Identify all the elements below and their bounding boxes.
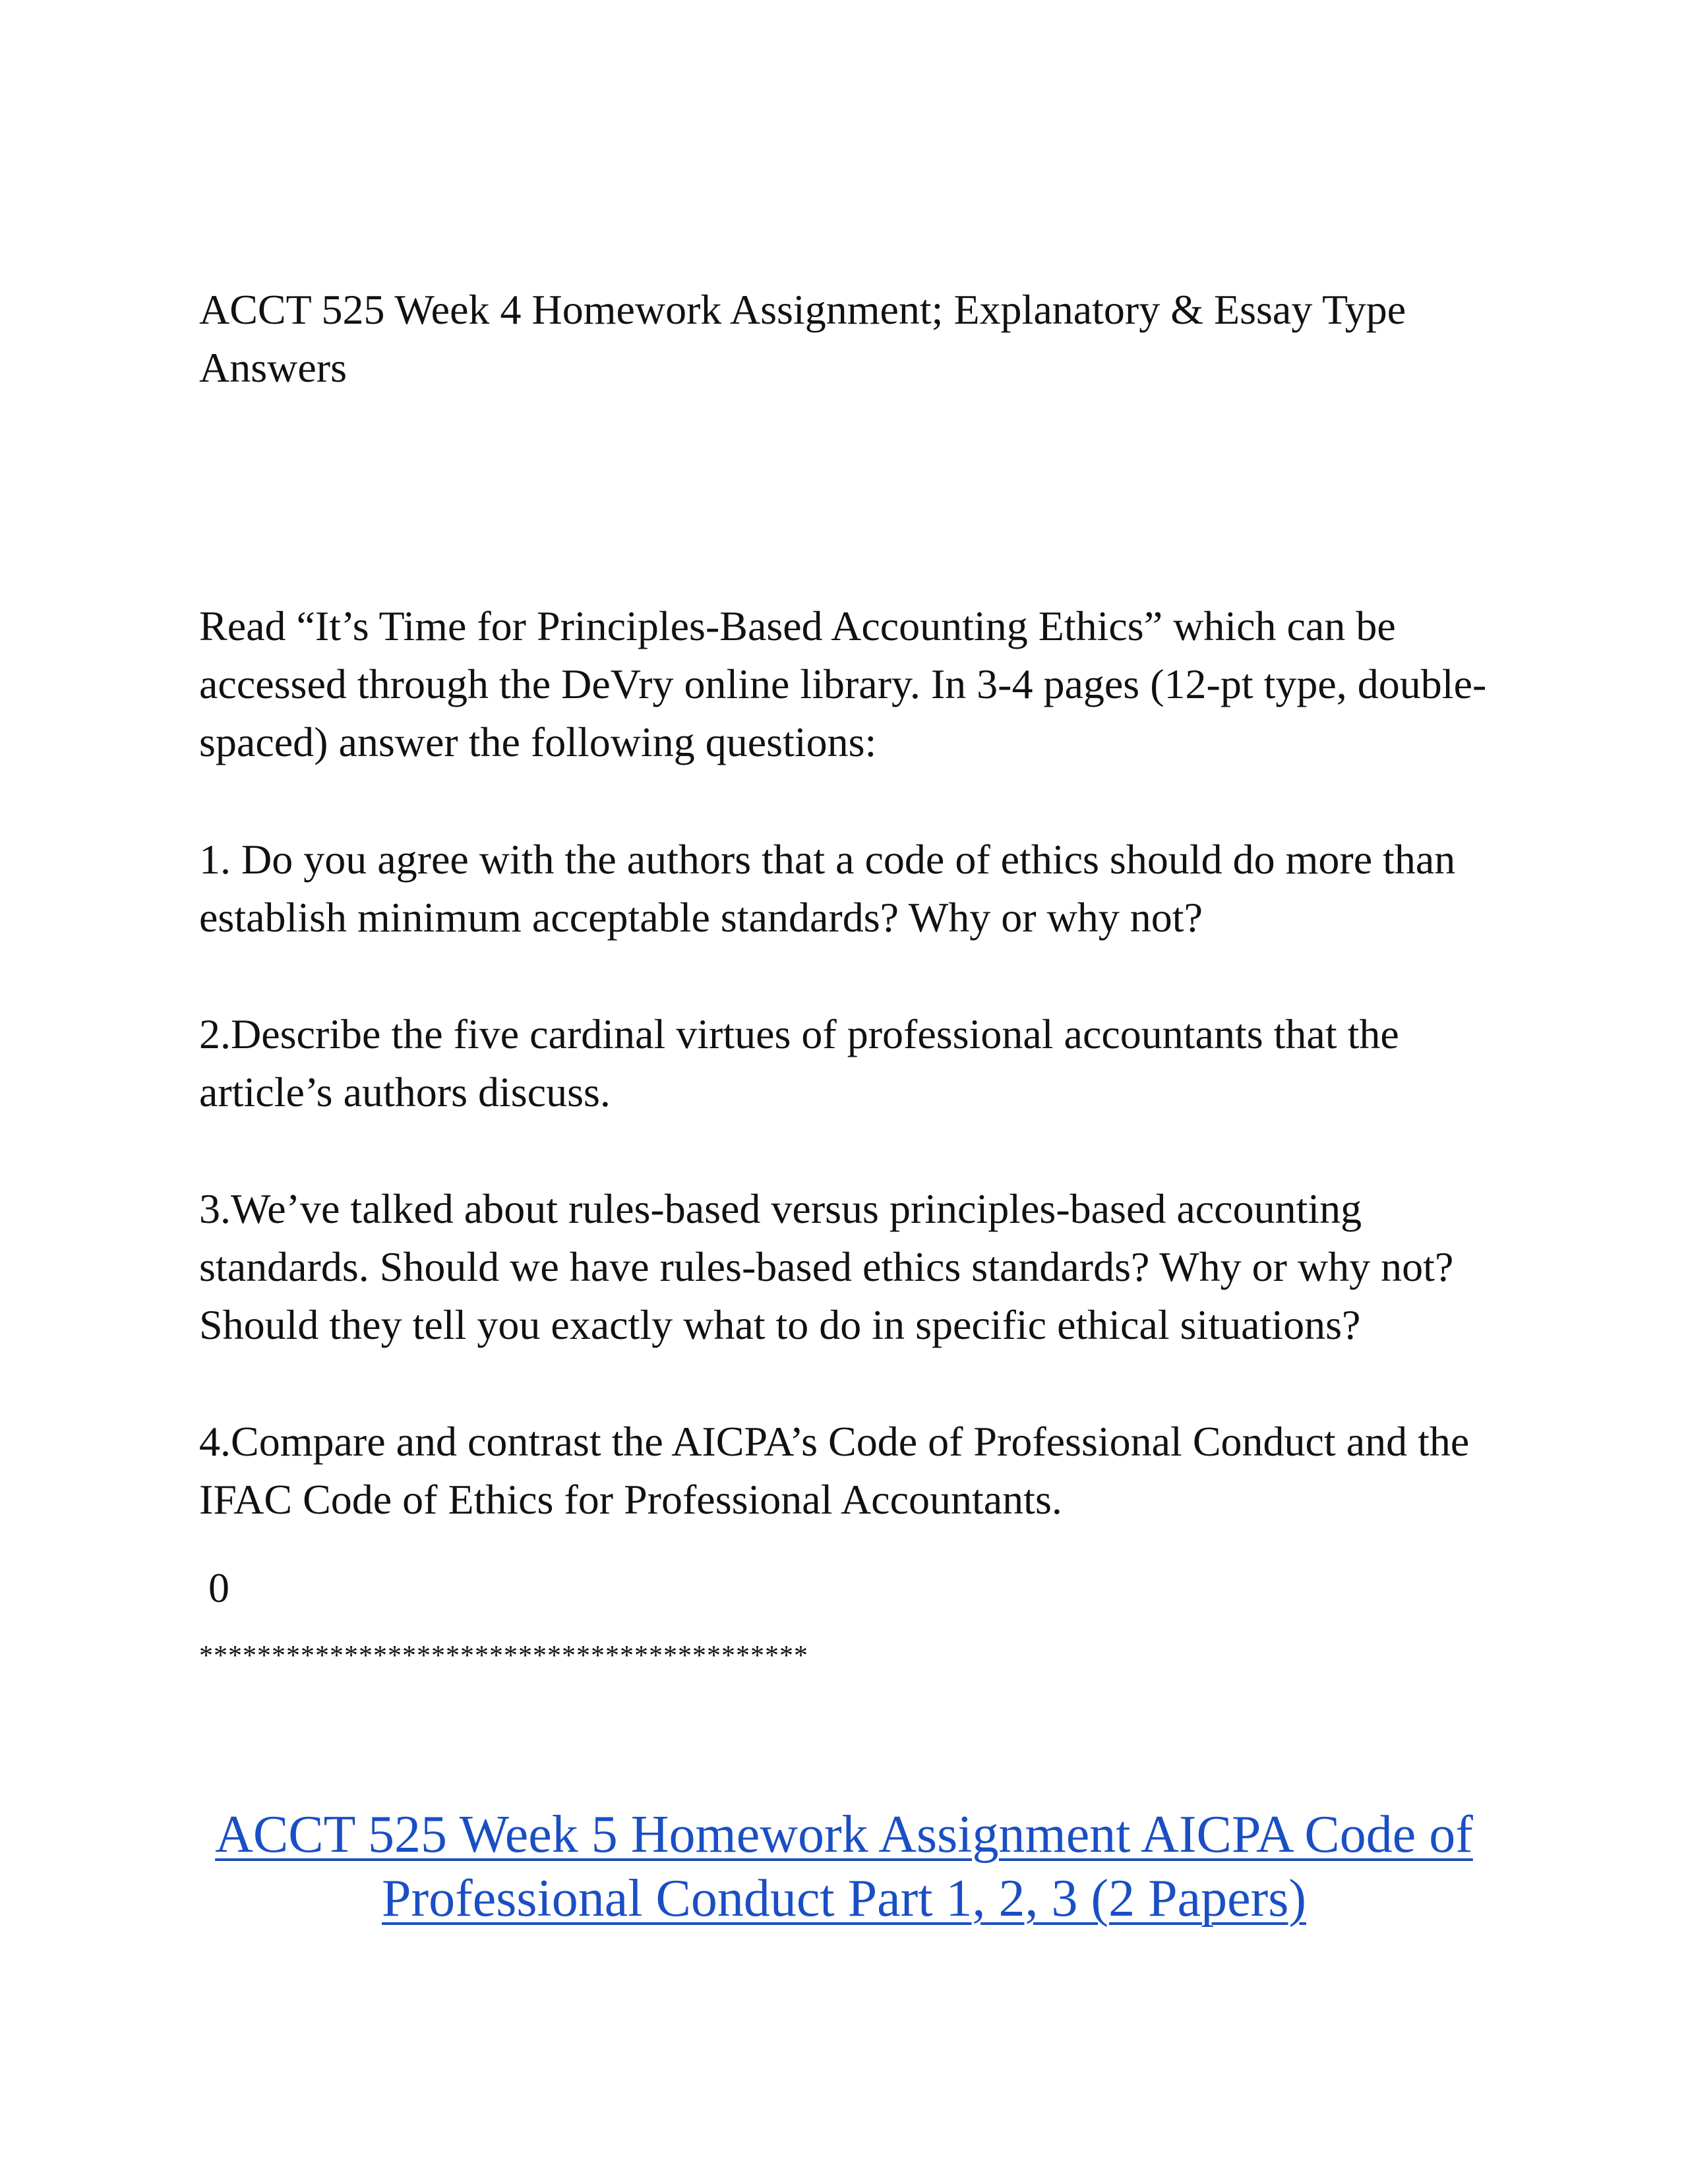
separator-line: ****************************************** <box>199 1641 808 1671</box>
document-title: ACCT 525 Week 4 Homework Assignment; Explanatory & Essay Type Answers <box>199 286 1406 391</box>
question-3: 3.We’ve talked about rules-based versus principles-based accounting standards. Should we have rules-based ethics standards? Why or why not? Should they tell you exactly what to do in specific ethical situations? <box>199 1185 1454 1348</box>
next-assignment-link[interactable]: ACCT 525 Week 5 Homework Assignment AICPA Code of Professional Conduct Part 1, 2, 3 (2 Papers) <box>215 1806 1473 1928</box>
question-2: 2.Describe the five cardinal virtues of professional accountants that the article’s authors discuss. <box>199 1011 1399 1115</box>
question-4: 4.Compare and contrast the AICPA’s Code of Professional Conduct and the IFAC Code of Ethics for Professional Accountants. <box>199 1418 1470 1523</box>
question-1: 1. Do you agree with the authors that a code of ethics should do more than establish minimum acceptable standards? Why or why not? <box>199 836 1456 941</box>
count-value: 0 <box>208 1564 229 1611</box>
intro-paragraph: Read “It’s Time for Principles-Based Accounting Ethics” which can be accessed through the DeVry online library. In 3-4 pages (12-pt type, double-spaced) answer the following questions: <box>199 603 1487 765</box>
